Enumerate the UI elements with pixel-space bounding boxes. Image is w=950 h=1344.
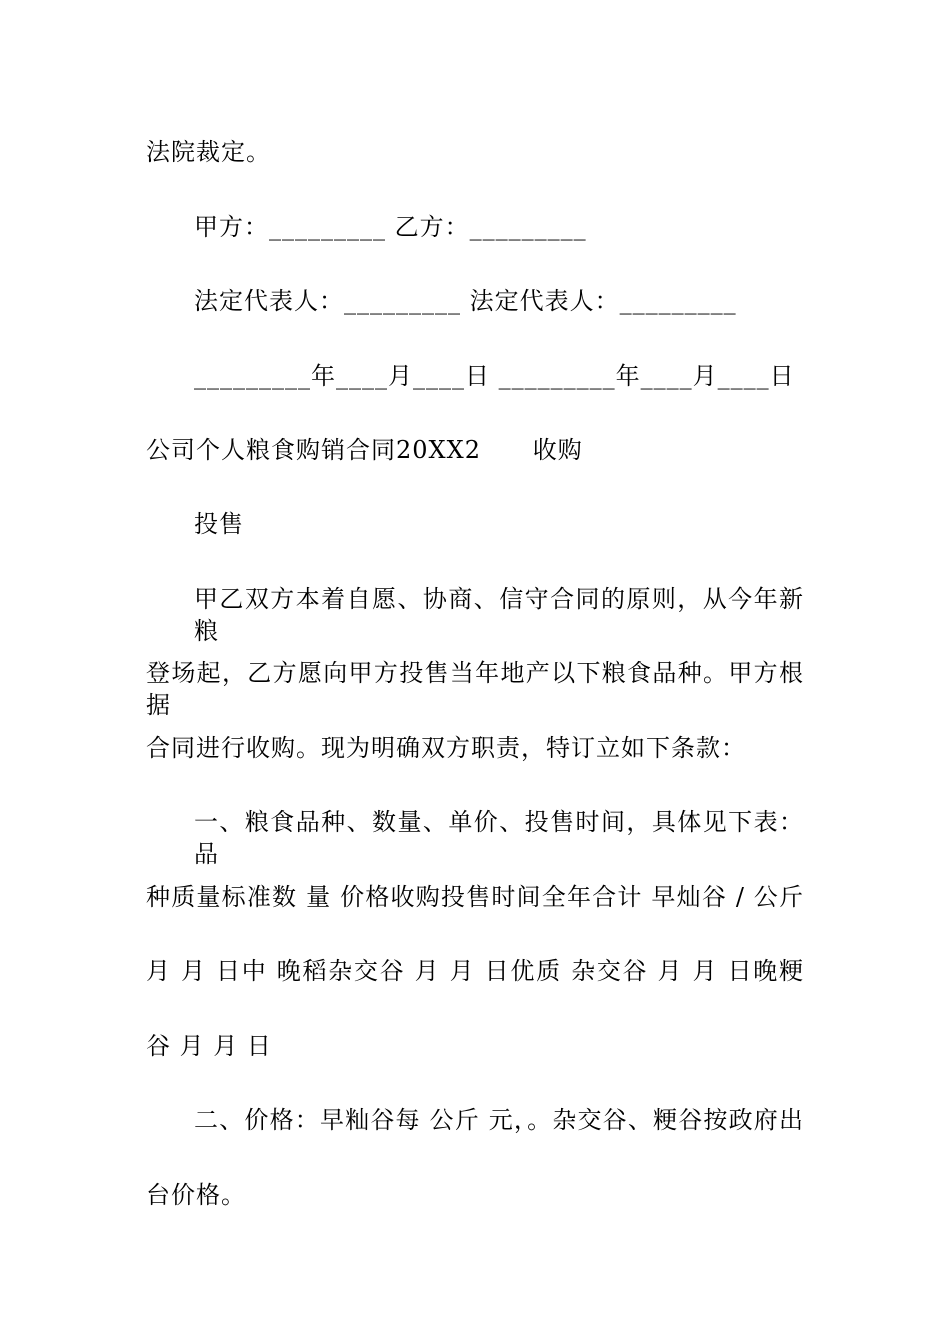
clause-one-line: 一、粮食品种、数量、单价、投售时间，具体见下表：品 [194,808,804,868]
text-line: 投售 [194,510,244,538]
clause-one-line: 月 月 日中 晚稻杂交谷 月 月 日优质 杂交谷 月 月 日晚粳 [146,957,804,985]
clause-one-line: 谷 月 月 日 [146,1032,272,1060]
signature-parties-line: 甲方：_________ 乙方：_________ [194,213,587,241]
legal-representative-line: 法定代表人：_________ 法定代表人：_________ [194,287,737,315]
date-line: _________年____月____日 _________年____月____日 [194,362,795,390]
clause-one-line: 种质量标准数 量 价格收购投售时间全年合计 早灿谷 / 公斤 [146,883,804,911]
paragraph-line: 甲乙双方本着自愿、协商、信守合同的原则，从今年新粮 [194,585,804,645]
contract-title: 公司个人粮食购销合同20XX2 收购 [146,436,583,464]
clause-two-line: 台价格。 [146,1181,246,1209]
clause-two-line: 二、价格：早籼谷每 公斤 元，。杂交谷、粳谷按政府出 [194,1106,804,1134]
paragraph-line: 合同进行收购。现为明确双方职责，特订立如下条款： [146,734,746,762]
paragraph-line: 登场起，乙方愿向甲方投售当年地产以下粮食品种。甲方根据 [146,659,804,719]
text-line: 法院裁定。 [146,138,271,166]
